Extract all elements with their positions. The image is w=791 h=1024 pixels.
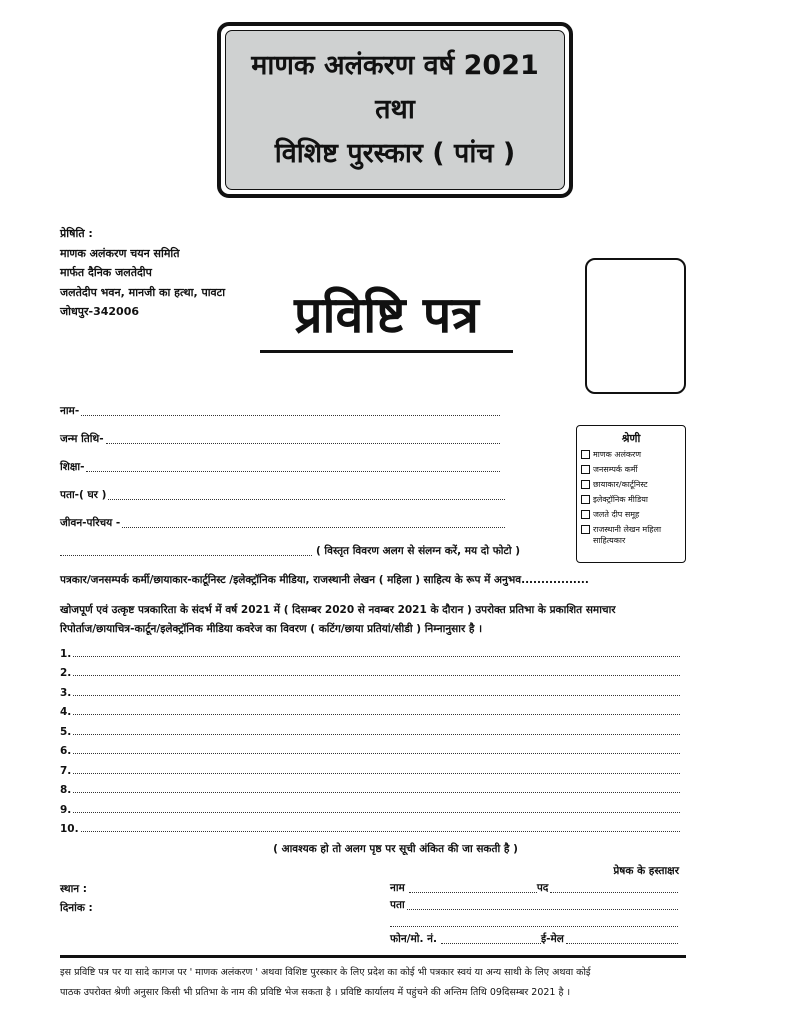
- title-panel: [225, 30, 565, 190]
- address-line: माणक अलंकरण चयन समिति: [60, 246, 180, 260]
- title-line-3: विशिष्ट पुरस्कार ( पांच ): [274, 138, 516, 169]
- phone-label: फोन/मो. नं.: [390, 933, 437, 945]
- coverage-list: [60, 640, 680, 835]
- list-item[interactable]: 10.: [60, 816, 680, 836]
- sender-post-label: पद: [536, 882, 549, 894]
- date-label: दिनांक :: [60, 902, 93, 914]
- dob-field[interactable]: [60, 430, 500, 446]
- list-item[interactable]: 2.: [60, 660, 680, 680]
- name-field[interactable]: [60, 402, 500, 418]
- footer-line-1: इस प्रविष्टि पत्र पर या सादे कागज पर ' माणक अलंकरण ' अथवा विशिष्ट पुरस्कार के लिए प्रदेश का कोई भी पत्रकार स्वयं या अन्य साथी के लिए अथवा कोई: [60, 967, 591, 978]
- category-title: श्रेणी: [621, 432, 641, 445]
- title-line-2: तथा: [375, 94, 415, 125]
- address-line: प्रेषिति :: [60, 227, 93, 240]
- heading-underline: [260, 350, 513, 353]
- place-label: स्थान :: [60, 883, 87, 895]
- email-label: ई-मेल: [540, 933, 564, 945]
- list-item[interactable]: 3.: [60, 679, 680, 699]
- recipient-address: [60, 224, 225, 322]
- photo-placeholder[interactable]: [585, 258, 686, 394]
- page-title: प्रविष्टि पत्र: [294, 286, 479, 344]
- category-box: [576, 425, 686, 563]
- category-label: जलते दीप समूह: [593, 510, 640, 519]
- category-label: राजस्थानी लेखन महिला साहित्यकार: [593, 525, 662, 545]
- details-note: ( विस्तृत विवरण अलग से संलग्न करें, मय दो फोटो ): [315, 545, 520, 557]
- list-item[interactable]: 6.: [60, 738, 680, 758]
- sender-contact-field[interactable]: [390, 931, 678, 946]
- category-option[interactable]: [581, 464, 681, 475]
- bio-label: जीवन-परिचय -: [60, 517, 121, 529]
- list-item[interactable]: 8.: [60, 777, 680, 797]
- category-option[interactable]: [581, 509, 681, 520]
- checkbox[interactable]: [581, 450, 590, 459]
- category-label: इलेक्ट्रॉनिक मीडिया: [593, 495, 648, 504]
- category-option[interactable]: [581, 494, 681, 505]
- category-option[interactable]: [581, 449, 681, 460]
- name-label: नाम-: [60, 405, 80, 417]
- checkbox[interactable]: [581, 510, 590, 519]
- footer-divider: [60, 955, 686, 958]
- checkbox[interactable]: [581, 465, 590, 474]
- list-item[interactable]: 4.: [60, 699, 680, 719]
- place-date-block: [60, 880, 93, 918]
- coverage-paragraph-line-1: खोजपूर्ण एवं उत्कृष्ट पत्रकारिता के संदर्भ में वर्ष 2021 में ( दिसम्बर 2020 से नवम्बर 2021 के दौरान ) उपरोक्त प्रतिभा के प्रकाशित समाचार: [60, 604, 616, 616]
- list-item[interactable]: 7.: [60, 757, 680, 777]
- address-line: जलतेदीप भवन, मानजी का हत्था, पावटा: [60, 285, 226, 299]
- address-line: जोधपुर-342006: [60, 305, 140, 318]
- dob-label: जन्म तिथि-: [60, 433, 104, 445]
- home-address-field[interactable]: [60, 486, 505, 502]
- signature-label: प्रेषक के हस्ताक्षर: [613, 865, 679, 877]
- list-item[interactable]: 5.: [60, 718, 680, 738]
- sender-address-label: पता: [390, 899, 405, 911]
- sender-name-label: नाम: [390, 882, 405, 894]
- checkbox[interactable]: [581, 495, 590, 504]
- address-line: मार्फत दैनिक जलतेदीप: [60, 266, 152, 279]
- education-field[interactable]: [60, 458, 500, 474]
- sender-name-post-field[interactable]: [390, 880, 678, 895]
- category-label: जनसम्पर्क कर्मी: [593, 465, 638, 474]
- checkbox[interactable]: [581, 480, 590, 489]
- title-box: [217, 22, 573, 198]
- sender-address-extra-line[interactable]: [390, 914, 678, 929]
- category-label: माणक अलंकरण: [593, 450, 642, 459]
- sender-address-field[interactable]: [390, 897, 678, 912]
- list-item[interactable]: 9.: [60, 796, 680, 816]
- home-address-label: पता-( घर ): [60, 489, 107, 501]
- category-option[interactable]: [581, 479, 681, 490]
- details-field[interactable]: [60, 542, 520, 558]
- bio-field[interactable]: [60, 514, 505, 530]
- title-line-1: माणक अलंकरण वर्ष 2021: [251, 50, 539, 81]
- education-label: शिक्षा-: [60, 461, 85, 473]
- experience-line: पत्रकार/जनसम्पर्क कर्मी/छायाकार-कार्टूनिस्ट /इलेक्ट्रॉनिक मीडिया, राजस्थानी लेखन ( महिला ) साहित्य के रूप में अनुभव.................: [60, 574, 589, 586]
- coverage-paragraph-line-2: रिपोर्ताज/छायाचित्र-कार्टून/इलेक्ट्रॉनिक मीडिया कवरेज का विवरण ( कटिंग/छाया प्रतियां/सीडी ) निम्नानुसार है ।: [60, 623, 483, 635]
- checkbox[interactable]: [581, 525, 590, 534]
- list-item[interactable]: 1.: [60, 640, 680, 660]
- footer-instructions: [60, 963, 686, 1003]
- category-option[interactable]: [581, 524, 681, 546]
- category-label: छायाकार/कार्टूनिस्ट: [593, 480, 648, 489]
- list-note: ( आवश्यक हो तो अलग पृष्ठ पर सूची अंकित की जा सकती है ): [273, 843, 518, 855]
- footer-line-2: पाठक उपरोक्त श्रेणी अनुसार किसी भी प्रतिभा के नाम की प्रविष्टि भेज सकता है । प्रविष्टि कार्यालय में पहुंचने की अन्तिम तिथि 09दिसम्बर 2021 है ।: [60, 987, 571, 998]
